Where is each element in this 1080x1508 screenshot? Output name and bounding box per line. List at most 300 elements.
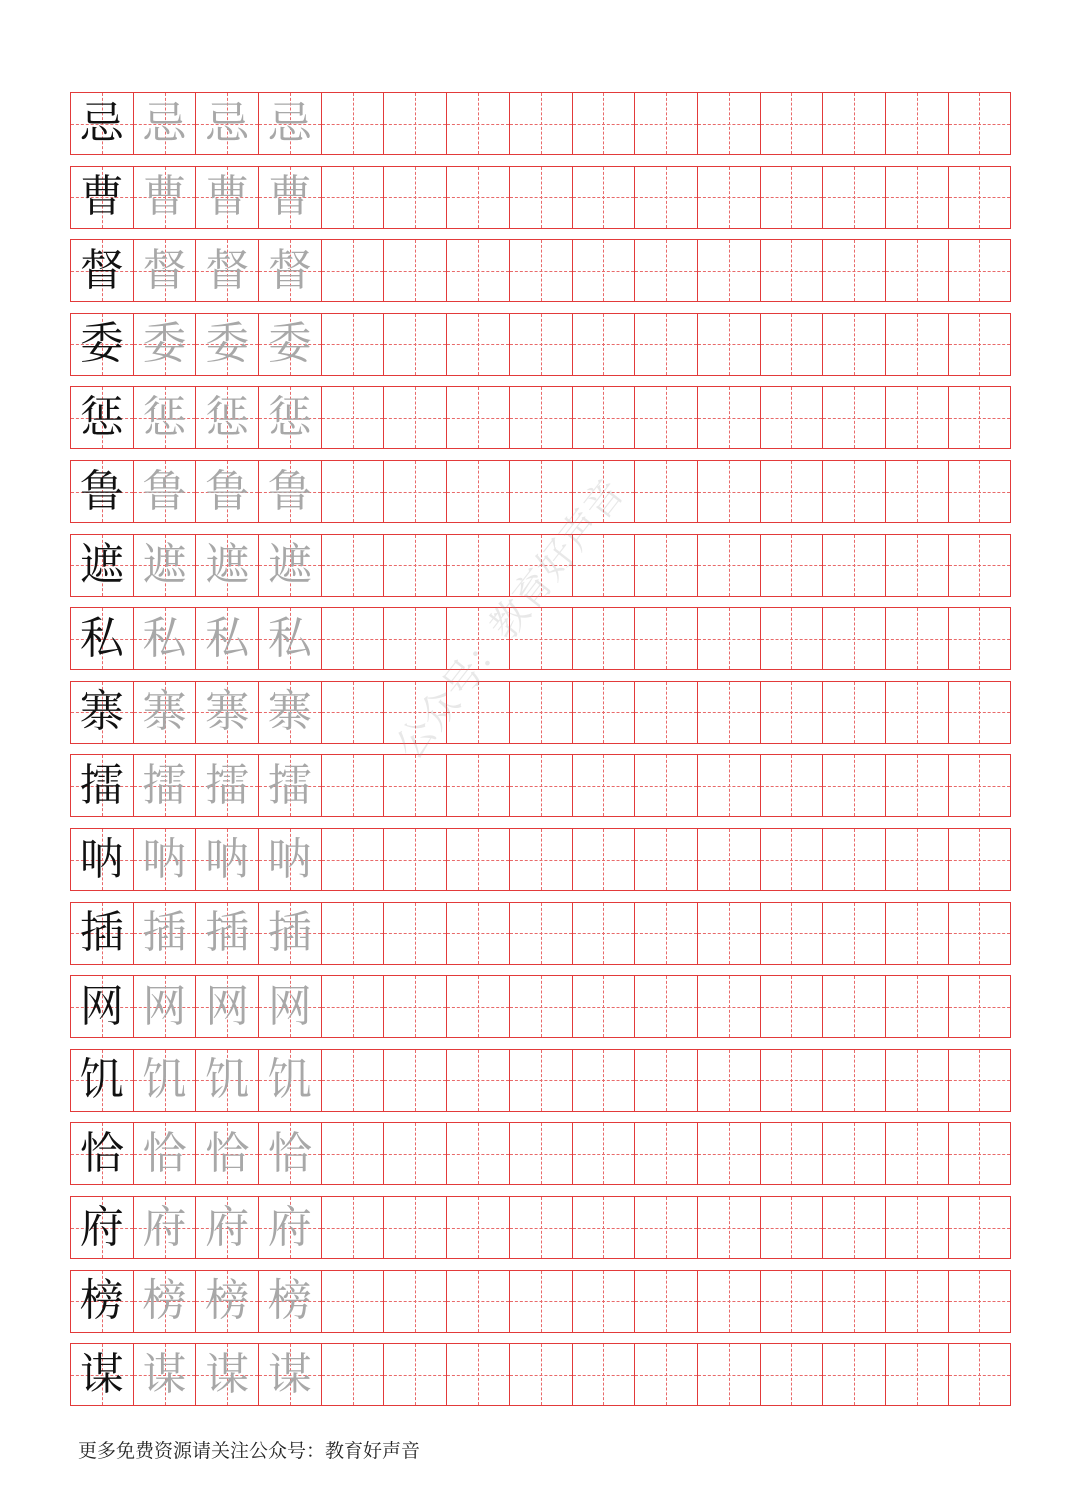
blank-practice-cell: [635, 461, 698, 522]
blank-practice-cell: [322, 608, 385, 669]
trace-character: 寨: [267, 686, 312, 738]
practice-row: [70, 1343, 1011, 1406]
blank-practice-cell: [573, 387, 636, 448]
blank-practice-cell: [573, 93, 636, 154]
blank-practice-cell: [322, 314, 385, 375]
blank-practice-cell: [322, 167, 385, 228]
blank-practice-cell: [573, 608, 636, 669]
trace-character-cell: [134, 167, 197, 228]
blank-practice-cell: [510, 829, 573, 890]
trace-character-cell: [196, 829, 259, 890]
blank-practice-cell: [823, 976, 886, 1037]
blank-practice-cell: [510, 387, 573, 448]
blank-practice-cell: [322, 1197, 385, 1258]
blank-practice-cell: [447, 167, 510, 228]
blank-practice-cell: [447, 976, 510, 1037]
blank-practice-cell: [949, 755, 1012, 816]
model-character: 饥: [79, 1054, 124, 1106]
model-character-cell: [71, 1197, 134, 1258]
model-character-cell: [71, 314, 134, 375]
trace-character-cell: [259, 829, 322, 890]
blank-practice-cell: [823, 829, 886, 890]
blank-practice-cell: [384, 829, 447, 890]
trace-character-cell: [259, 387, 322, 448]
blank-practice-cell: [886, 240, 949, 301]
blank-practice-cell: [573, 1344, 636, 1405]
trace-character: 榜: [142, 1275, 187, 1327]
blank-practice-cell: [949, 1344, 1012, 1405]
trace-character-cell: [196, 387, 259, 448]
trace-character: 谋: [142, 1348, 187, 1400]
trace-character: 呐: [142, 833, 187, 885]
blank-practice-cell: [573, 535, 636, 596]
blank-practice-cell: [823, 608, 886, 669]
blank-practice-cell: [823, 755, 886, 816]
trace-character: 插: [205, 907, 250, 959]
blank-practice-cell: [761, 976, 824, 1037]
blank-practice-cell: [886, 535, 949, 596]
trace-character: 插: [267, 907, 312, 959]
trace-character: 网: [205, 980, 250, 1032]
trace-character: 恰: [142, 1127, 187, 1179]
trace-character: 谋: [205, 1348, 250, 1400]
model-character: 呐: [79, 833, 124, 885]
blank-practice-cell: [761, 755, 824, 816]
trace-character: 忌: [205, 97, 250, 149]
model-character: 曹: [79, 171, 124, 223]
blank-practice-cell: [761, 1123, 824, 1184]
blank-practice-cell: [698, 903, 761, 964]
blank-practice-cell: [761, 167, 824, 228]
blank-practice-cell: [573, 314, 636, 375]
trace-character-cell: [259, 755, 322, 816]
trace-character: 督: [142, 244, 187, 296]
practice-row: [70, 681, 1011, 744]
blank-practice-cell: [949, 240, 1012, 301]
trace-character-cell: [134, 682, 197, 743]
practice-row: [70, 239, 1011, 302]
blank-practice-cell: [635, 1123, 698, 1184]
trace-character-cell: [259, 976, 322, 1037]
blank-practice-cell: [322, 829, 385, 890]
model-character: 榜: [79, 1275, 124, 1327]
trace-character-cell: [134, 755, 197, 816]
blank-practice-cell: [635, 976, 698, 1037]
blank-practice-cell: [384, 240, 447, 301]
blank-practice-cell: [949, 461, 1012, 522]
blank-practice-cell: [761, 608, 824, 669]
blank-practice-cell: [447, 829, 510, 890]
blank-practice-cell: [510, 314, 573, 375]
blank-practice-cell: [698, 93, 761, 154]
blank-practice-cell: [823, 314, 886, 375]
practice-row: [70, 902, 1011, 965]
blank-practice-cell: [698, 167, 761, 228]
blank-practice-cell: [635, 387, 698, 448]
blank-practice-cell: [698, 387, 761, 448]
trace-character: 府: [142, 1201, 187, 1253]
blank-practice-cell: [698, 240, 761, 301]
practice-row: [70, 1049, 1011, 1112]
blank-practice-cell: [384, 1197, 447, 1258]
blank-practice-cell: [322, 1123, 385, 1184]
model-character: 惩: [79, 391, 124, 443]
trace-character: 督: [205, 244, 250, 296]
trace-character-cell: [196, 903, 259, 964]
blank-practice-cell: [635, 314, 698, 375]
blank-practice-cell: [322, 682, 385, 743]
blank-practice-cell: [886, 976, 949, 1037]
blank-practice-cell: [447, 461, 510, 522]
blank-practice-cell: [823, 387, 886, 448]
blank-practice-cell: [698, 1271, 761, 1332]
blank-practice-cell: [698, 829, 761, 890]
blank-practice-cell: [573, 1271, 636, 1332]
blank-practice-cell: [823, 93, 886, 154]
trace-character-cell: [196, 240, 259, 301]
trace-character-cell: [259, 314, 322, 375]
trace-character: 呐: [267, 833, 312, 885]
blank-practice-cell: [886, 1344, 949, 1405]
blank-practice-cell: [761, 1344, 824, 1405]
blank-practice-cell: [573, 240, 636, 301]
trace-character: 遮: [142, 539, 187, 591]
blank-practice-cell: [886, 1050, 949, 1111]
blank-practice-cell: [635, 829, 698, 890]
blank-practice-cell: [447, 240, 510, 301]
blank-practice-cell: [510, 1123, 573, 1184]
blank-practice-cell: [573, 976, 636, 1037]
blank-practice-cell: [823, 240, 886, 301]
blank-practice-cell: [322, 535, 385, 596]
blank-practice-cell: [949, 682, 1012, 743]
blank-practice-cell: [949, 535, 1012, 596]
trace-character: 忌: [142, 97, 187, 149]
practice-row: [70, 1122, 1011, 1185]
blank-practice-cell: [761, 1271, 824, 1332]
blank-practice-cell: [823, 1123, 886, 1184]
blank-practice-cell: [510, 682, 573, 743]
blank-practice-cell: [447, 535, 510, 596]
trace-character: 插: [142, 907, 187, 959]
blank-practice-cell: [510, 240, 573, 301]
model-character: 私: [79, 612, 124, 664]
trace-character-cell: [196, 535, 259, 596]
model-character-cell: [71, 829, 134, 890]
trace-character: 府: [267, 1201, 312, 1253]
blank-practice-cell: [384, 387, 447, 448]
blank-practice-cell: [823, 903, 886, 964]
blank-practice-cell: [384, 1050, 447, 1111]
blank-practice-cell: [447, 903, 510, 964]
blank-practice-cell: [823, 1344, 886, 1405]
trace-character-cell: [196, 1197, 259, 1258]
trace-character-cell: [134, 1123, 197, 1184]
practice-row: [70, 313, 1011, 376]
trace-character-cell: [134, 608, 197, 669]
blank-practice-cell: [949, 387, 1012, 448]
practice-row: [70, 1196, 1011, 1259]
model-character: 忌: [79, 97, 124, 149]
blank-practice-cell: [823, 535, 886, 596]
blank-practice-cell: [823, 1271, 886, 1332]
blank-practice-cell: [823, 461, 886, 522]
trace-character: 网: [142, 980, 187, 1032]
blank-practice-cell: [573, 682, 636, 743]
blank-practice-cell: [510, 1197, 573, 1258]
blank-practice-cell: [886, 903, 949, 964]
trace-character-cell: [196, 755, 259, 816]
blank-practice-cell: [510, 976, 573, 1037]
model-character: 插: [79, 907, 124, 959]
trace-character-cell: [134, 535, 197, 596]
blank-practice-cell: [698, 1344, 761, 1405]
trace-character-cell: [196, 93, 259, 154]
model-character: 网: [79, 980, 124, 1032]
trace-character-cell: [196, 682, 259, 743]
model-character-cell: [71, 461, 134, 522]
model-character-cell: [71, 240, 134, 301]
trace-character-cell: [259, 1344, 322, 1405]
trace-character: 鲁: [267, 465, 312, 517]
practice-row: [70, 1270, 1011, 1333]
blank-practice-cell: [823, 1050, 886, 1111]
blank-practice-cell: [447, 93, 510, 154]
practice-row: [70, 534, 1011, 597]
model-character-cell: [71, 755, 134, 816]
blank-practice-cell: [573, 1123, 636, 1184]
trace-character: 督: [267, 244, 312, 296]
blank-practice-cell: [635, 240, 698, 301]
blank-practice-cell: [698, 535, 761, 596]
trace-character: 惩: [142, 391, 187, 443]
blank-practice-cell: [949, 903, 1012, 964]
model-character: 谋: [79, 1348, 124, 1400]
blank-practice-cell: [949, 1197, 1012, 1258]
model-character: 恰: [79, 1127, 124, 1179]
trace-character-cell: [196, 976, 259, 1037]
blank-practice-cell: [384, 1344, 447, 1405]
blank-practice-cell: [823, 682, 886, 743]
blank-practice-cell: [635, 1344, 698, 1405]
blank-practice-cell: [698, 1123, 761, 1184]
trace-character: 恰: [267, 1127, 312, 1179]
trace-character-cell: [196, 461, 259, 522]
trace-character-cell: [134, 1197, 197, 1258]
trace-character-cell: [196, 167, 259, 228]
blank-practice-cell: [886, 682, 949, 743]
model-character-cell: [71, 93, 134, 154]
blank-practice-cell: [384, 93, 447, 154]
trace-character: 委: [142, 318, 187, 370]
trace-character-cell: [134, 93, 197, 154]
blank-practice-cell: [635, 755, 698, 816]
trace-character-cell: [134, 314, 197, 375]
model-character-cell: [71, 1271, 134, 1332]
trace-character-cell: [196, 1271, 259, 1332]
blank-practice-cell: [761, 1050, 824, 1111]
blank-practice-cell: [949, 976, 1012, 1037]
blank-practice-cell: [761, 535, 824, 596]
blank-practice-cell: [447, 1197, 510, 1258]
trace-character: 寨: [205, 686, 250, 738]
blank-practice-cell: [886, 755, 949, 816]
trace-character: 恰: [205, 1127, 250, 1179]
blank-practice-cell: [698, 461, 761, 522]
blank-practice-cell: [447, 608, 510, 669]
blank-practice-cell: [761, 93, 824, 154]
blank-practice-cell: [384, 755, 447, 816]
trace-character: 鲁: [142, 465, 187, 517]
trace-character-cell: [134, 387, 197, 448]
trace-character-cell: [196, 1050, 259, 1111]
blank-practice-cell: [886, 314, 949, 375]
blank-practice-cell: [698, 682, 761, 743]
trace-character-cell: [134, 903, 197, 964]
trace-character: 遮: [267, 539, 312, 591]
trace-character-cell: [259, 535, 322, 596]
blank-practice-cell: [322, 240, 385, 301]
practice-row: [70, 828, 1011, 891]
blank-practice-cell: [886, 829, 949, 890]
blank-practice-cell: [322, 387, 385, 448]
trace-character: 委: [267, 318, 312, 370]
blank-practice-cell: [322, 1050, 385, 1111]
model-character-cell: [71, 167, 134, 228]
trace-character-cell: [134, 1271, 197, 1332]
blank-practice-cell: [886, 461, 949, 522]
model-character-cell: [71, 1123, 134, 1184]
trace-character: 饥: [205, 1054, 250, 1106]
model-character: 鲁: [79, 465, 124, 517]
blank-practice-cell: [949, 1050, 1012, 1111]
blank-practice-cell: [322, 93, 385, 154]
blank-practice-cell: [510, 1050, 573, 1111]
blank-practice-cell: [322, 1271, 385, 1332]
trace-character-cell: [134, 240, 197, 301]
blank-practice-cell: [384, 461, 447, 522]
blank-practice-cell: [761, 461, 824, 522]
blank-practice-cell: [635, 682, 698, 743]
trace-character: 榜: [205, 1275, 250, 1327]
blank-practice-cell: [761, 1197, 824, 1258]
blank-practice-cell: [447, 387, 510, 448]
trace-character-cell: [134, 976, 197, 1037]
blank-practice-cell: [886, 387, 949, 448]
blank-practice-cell: [949, 829, 1012, 890]
model-character-cell: [71, 535, 134, 596]
blank-practice-cell: [698, 755, 761, 816]
practice-row: [70, 386, 1011, 449]
model-character-cell: [71, 976, 134, 1037]
blank-practice-cell: [761, 682, 824, 743]
trace-character: 私: [142, 612, 187, 664]
blank-practice-cell: [510, 461, 573, 522]
blank-practice-cell: [635, 93, 698, 154]
blank-practice-cell: [510, 1271, 573, 1332]
trace-character: 谋: [267, 1348, 312, 1400]
practice-row: [70, 607, 1011, 670]
blank-practice-cell: [698, 976, 761, 1037]
practice-row: [70, 975, 1011, 1038]
trace-character-cell: [134, 1344, 197, 1405]
blank-practice-cell: [886, 167, 949, 228]
trace-character: 曹: [142, 171, 187, 223]
blank-practice-cell: [761, 314, 824, 375]
blank-practice-cell: [322, 755, 385, 816]
blank-practice-cell: [322, 976, 385, 1037]
blank-practice-cell: [384, 167, 447, 228]
trace-character-cell: [259, 1271, 322, 1332]
blank-practice-cell: [949, 93, 1012, 154]
trace-character: 擂: [205, 759, 250, 811]
model-character: 遮: [79, 539, 124, 591]
blank-practice-cell: [761, 387, 824, 448]
blank-practice-cell: [384, 1123, 447, 1184]
model-character-cell: [71, 1050, 134, 1111]
blank-practice-cell: [573, 461, 636, 522]
practice-row: [70, 754, 1011, 817]
trace-character-cell: [259, 1050, 322, 1111]
blank-practice-cell: [886, 93, 949, 154]
blank-practice-cell: [573, 1197, 636, 1258]
trace-character: 委: [205, 318, 250, 370]
blank-practice-cell: [761, 903, 824, 964]
trace-character: 私: [267, 612, 312, 664]
trace-character: 网: [267, 980, 312, 1032]
model-character-cell: [71, 387, 134, 448]
blank-practice-cell: [510, 167, 573, 228]
blank-practice-cell: [510, 93, 573, 154]
blank-practice-cell: [635, 167, 698, 228]
trace-character-cell: [134, 829, 197, 890]
model-character-cell: [71, 608, 134, 669]
blank-practice-cell: [886, 1271, 949, 1332]
trace-character-cell: [196, 314, 259, 375]
trace-character: 鲁: [205, 465, 250, 517]
blank-practice-cell: [761, 829, 824, 890]
blank-practice-cell: [573, 903, 636, 964]
trace-character-cell: [196, 608, 259, 669]
blank-practice-cell: [447, 1123, 510, 1184]
trace-character-cell: [259, 682, 322, 743]
trace-character: 曹: [267, 171, 312, 223]
model-character: 督: [79, 244, 124, 296]
blank-practice-cell: [447, 755, 510, 816]
blank-practice-cell: [886, 1197, 949, 1258]
blank-practice-cell: [761, 240, 824, 301]
model-character-cell: [71, 682, 134, 743]
trace-character-cell: [259, 461, 322, 522]
blank-practice-cell: [698, 1050, 761, 1111]
trace-character: 府: [205, 1201, 250, 1253]
blank-practice-cell: [447, 314, 510, 375]
blank-practice-cell: [447, 1050, 510, 1111]
trace-character: 惩: [205, 391, 250, 443]
trace-character-cell: [259, 240, 322, 301]
trace-character: 擂: [267, 759, 312, 811]
trace-character-cell: [196, 1123, 259, 1184]
trace-character-cell: [134, 461, 197, 522]
blank-practice-cell: [510, 535, 573, 596]
blank-practice-cell: [384, 314, 447, 375]
blank-practice-cell: [447, 1344, 510, 1405]
trace-character-cell: [259, 1197, 322, 1258]
trace-character: 忌: [267, 97, 312, 149]
blank-practice-cell: [949, 314, 1012, 375]
blank-practice-cell: [698, 608, 761, 669]
trace-character: 擂: [142, 759, 187, 811]
